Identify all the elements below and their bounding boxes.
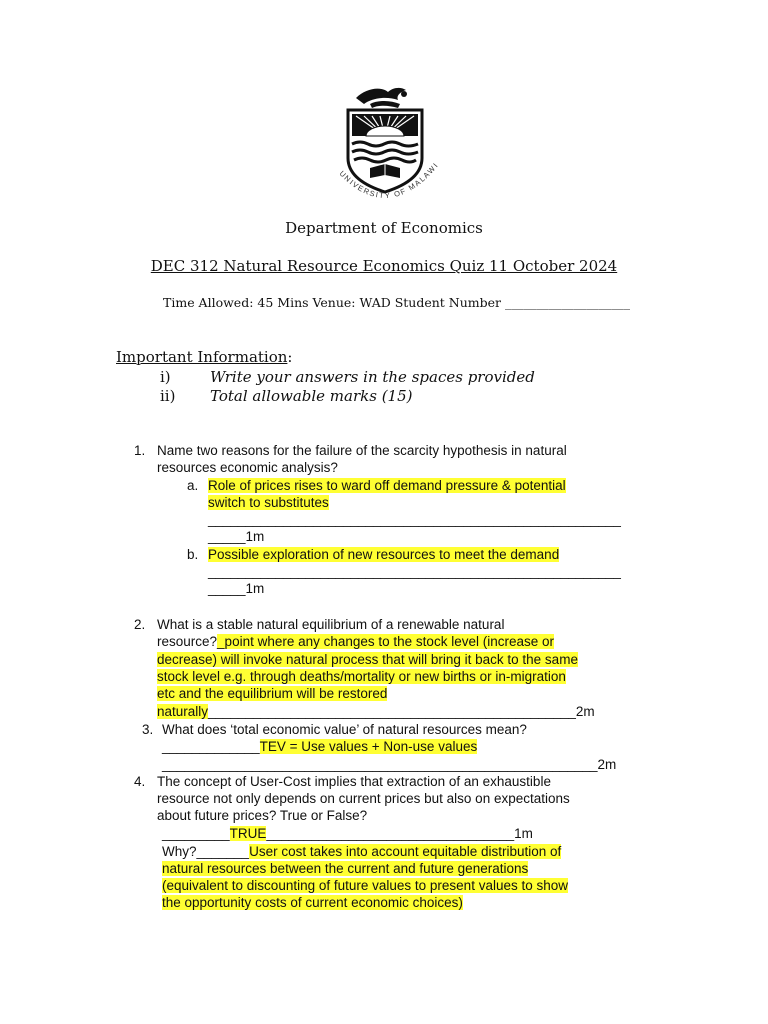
q1a-marks: _____1m <box>208 529 265 544</box>
q1b-label: b. <box>187 547 199 562</box>
q4-true-false-answer: _________TRUE_________________________________1m <box>162 826 533 841</box>
quiz-title: DEC 312 Natural Resource Economics Quiz 11 October 2024 <box>150 257 618 275</box>
q1-text-line2: resources economic analysis? <box>157 460 338 475</box>
q4-text-line3: about future prices? True or False? <box>157 808 368 823</box>
department-heading: Department of Economics <box>285 219 483 237</box>
q2-answer-line6: naturally_________________________________________________2m <box>157 704 595 719</box>
important-item-num-1: i) <box>160 368 171 386</box>
q2-answer-line4: stock level e.g. through deaths/mortality or new births or in-migration <box>157 669 566 684</box>
q1a-blank: _______________________________________________________ <box>208 512 621 527</box>
q2-text-line1: What is a stable natural equilibrium of a renewable natural <box>157 617 505 632</box>
q4-text-line1: The concept of User-Cost implies that extraction of an exhaustible <box>157 774 551 789</box>
q2-answer-line5: etc and the equilibrium will be restored <box>157 686 388 701</box>
important-info-heading: Important Information: <box>116 348 293 366</box>
q1b-marks: _____1m <box>208 581 265 596</box>
q1-text-line1: Name two reasons for the failure of the scarcity hypothesis in natural <box>157 443 567 458</box>
q4-why-line2: natural resources between the current and future generations <box>162 861 529 876</box>
q1-number: 1. <box>134 443 146 458</box>
q4-text-line2: resource not only depends on current prices but also on expectations <box>157 791 570 806</box>
university-crest-logo <box>326 80 444 208</box>
important-item-text-1: Write your answers in the spaces provided <box>210 368 535 386</box>
eagle-icon <box>356 88 407 108</box>
q4-why-line1: Why?_______User cost takes into account equitable distribution of <box>162 844 562 859</box>
q2-answer-line3: decrease) will invoke natural process that will bring it back to the same <box>157 652 578 667</box>
q4-number: 4. <box>134 774 146 789</box>
important-item-text-2: Total allowable marks (15) <box>210 387 413 405</box>
important-item-num-2: ii) <box>160 387 176 405</box>
q2-text-line2: resource?_point where any changes to the stock level (increase or <box>157 634 554 649</box>
q3-number: 3. <box>142 722 154 737</box>
q1b-blank: _______________________________________________________ <box>208 564 621 579</box>
q1a-label: a. <box>187 478 199 493</box>
q2-number: 2. <box>134 617 146 632</box>
q1a-answer-line2: switch to substitutes <box>208 495 329 510</box>
exam-meta-line: Time Allowed: 45 Mins Venue: WAD Student Number ____________________ <box>163 295 630 310</box>
q4-why-line4: the opportunity costs of current economic choices) <box>162 895 463 910</box>
logo-arc-text: UNIVERSITY OF MALAWI <box>337 160 441 201</box>
q1a-answer-line1: Role of prices rises to ward off demand pressure & potential <box>208 478 566 493</box>
q3-blank-marks: __________________________________________________________2m <box>162 757 617 772</box>
q3-text-line1: What does ‘total economic value’ of natural resources mean? <box>162 722 527 737</box>
q1b-answer: Possible exploration of new resources to meet the demand <box>208 547 560 562</box>
q3-answer: _____________TEV = Use values + Non-use values <box>162 739 478 754</box>
q4-why-line3: (equivalent to discounting of future values to present values to show <box>162 878 568 893</box>
